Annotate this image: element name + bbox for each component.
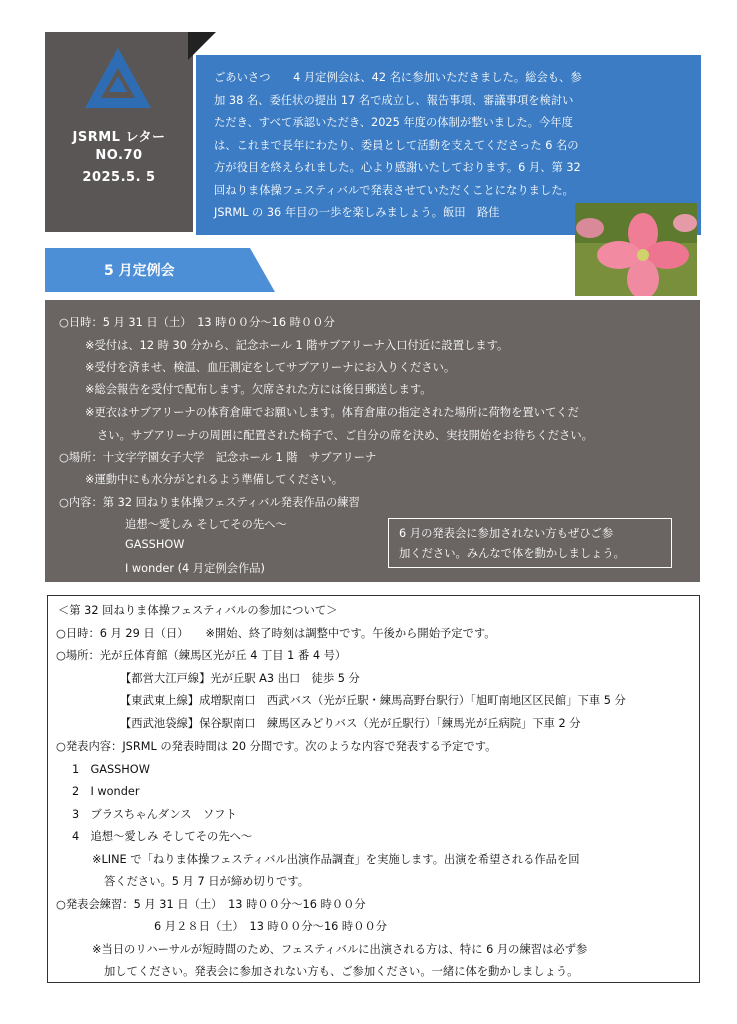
note-line: 6 月の発表会に参加されない方もぜひご参: [399, 527, 614, 540]
issue-date: 2025.5. 5: [82, 170, 156, 185]
triangle-logo-icon: [83, 46, 153, 110]
note-line: 加ください。みんなで体を動かしましょう。: [399, 547, 625, 560]
meeting-details: [45, 300, 700, 582]
program-item: I wonder (4 月定例会作品): [125, 562, 265, 575]
newsletter-title: JSRML レター: [72, 130, 166, 145]
meeting-line: ※総会報告を受付で配布します。欠席された方には後日郵送します。: [85, 383, 432, 396]
meeting-line: ※運動中にも水分がとれるよう準備してください。: [85, 473, 343, 486]
festival-line: 加してください。発表会に参加されない方も、ご参加ください。一緒に体を動かしましょう。: [104, 965, 579, 978]
festival-line: ※当日のリハーサルが短時間のため、フェスティバルに出演される方は、特に 6 月の練習は必ず参: [92, 943, 588, 956]
meeting-line: ○日時：5 月 31 日（土） 13 時００分～16 時００分: [59, 316, 335, 329]
meeting-line: ※更衣はサブアリーナの体育倉庫でお願いします。体育倉庫の指定された場所に荷物を置いてくだ: [85, 406, 579, 419]
section-title: 5 月定例会: [104, 263, 175, 279]
festival-info: [47, 595, 700, 983]
program-item: 追想～愛しみ そしてその先へ～: [125, 518, 287, 531]
program-item: 3 ブラスちゃんダンス ソフト: [72, 808, 237, 821]
festival-heading: ＜第 32 回ねりま体操フェスティバルの参加について＞: [58, 604, 338, 617]
meeting-line: さい。サブアリーナの周囲に配置された椅子で、ご自分の席を決め、実技開始をお待ちください。: [97, 429, 593, 442]
access-line: 【西武池袋線】保谷駅南口 練馬区みどりバス（光が丘駅行）「練馬光が丘病院」下車 2 分: [120, 717, 581, 730]
program-item: 4 追想～愛しみ そしてその先へ～: [72, 830, 253, 843]
newsletter-header: [45, 32, 193, 232]
greeting-line: 回ねりま体操フェスティバルで発表させていただくことになりました。: [214, 183, 574, 197]
meeting-line: ○内容：第 32 回ねりま体操フェスティバル発表作品の練習: [59, 496, 360, 509]
greeting-line: 方が役目を終えられました。心より感謝いたしております。6 月、第 32: [214, 161, 581, 174]
festival-line: 6 月２８日（土） 13 時００分～16 時００分: [154, 920, 388, 933]
flower-photo: [575, 203, 697, 296]
meeting-line: ※受付は、12 時 30 分から、記念ホール 1 階サブアリーナ入口付近に設置します。: [85, 339, 509, 352]
participation-note: [388, 518, 672, 568]
festival-line: ※LINE で「ねりま体操フェスティバル出演作品調査」を実施します。出演を希望される作品を回: [92, 853, 580, 866]
greeting-line: ごあいさつ 4 月定例会は、42 名に参加いただきました。総会も、参: [214, 71, 582, 84]
program-item: GASSHOW: [125, 538, 185, 551]
access-line: 【都営大江戸線】光が丘駅 A3 出口 徒歩 5 分: [120, 672, 360, 685]
meeting-line: ○場所：十文字学園女子大学 記念ホール 1 階 サブアリーナ: [59, 451, 377, 464]
greeting-line: 加 38 名、委任状の提出 17 名で成立し、報告事項、審議事項を検討い: [214, 93, 574, 107]
greeting-line: JSRML の 36 年目の一歩を楽しみましょう。飯田 路佳: [214, 206, 500, 219]
meeting-line: ※受付を済ませ、検温、血圧測定をしてサブアリーナにお入りください。: [85, 361, 456, 374]
program-item: 2 I wonder: [72, 785, 140, 798]
program-item: 1 GASSHOW: [72, 763, 150, 776]
festival-line: ○発表会練習：5 月 31 日（土） 13 時００分～16 時００分: [56, 898, 366, 911]
festival-line: ○発表内容：JSRML の発表時間は 20 分間です。次のような内容で発表する予定です。: [56, 740, 497, 753]
greeting-line: ただき、すべて承認いただき、2025 年度の体制が整いました。今年度: [214, 116, 573, 129]
festival-line: 答ください。5 月 7 日が締め切りです。: [104, 875, 309, 888]
festival-line: ○場所：光が丘体育館（練馬区光が丘 4 丁目 1 番 4 号）: [56, 649, 347, 662]
access-line: 【東武東上線】成増駅南口 西武バス（光が丘駅・練馬高野台駅行）「旭町南地区区民館」下車 5 分: [120, 694, 626, 707]
issue-number: NO.70: [95, 148, 143, 163]
festival-line: ○日時：6 月 29 日（日） ※開始、終了時刻は調整中です。午後から開始予定です。: [56, 627, 496, 640]
greeting-line: は、これまで長年にわたり、委員として活動を支えてくださった 6 名の: [214, 138, 579, 152]
